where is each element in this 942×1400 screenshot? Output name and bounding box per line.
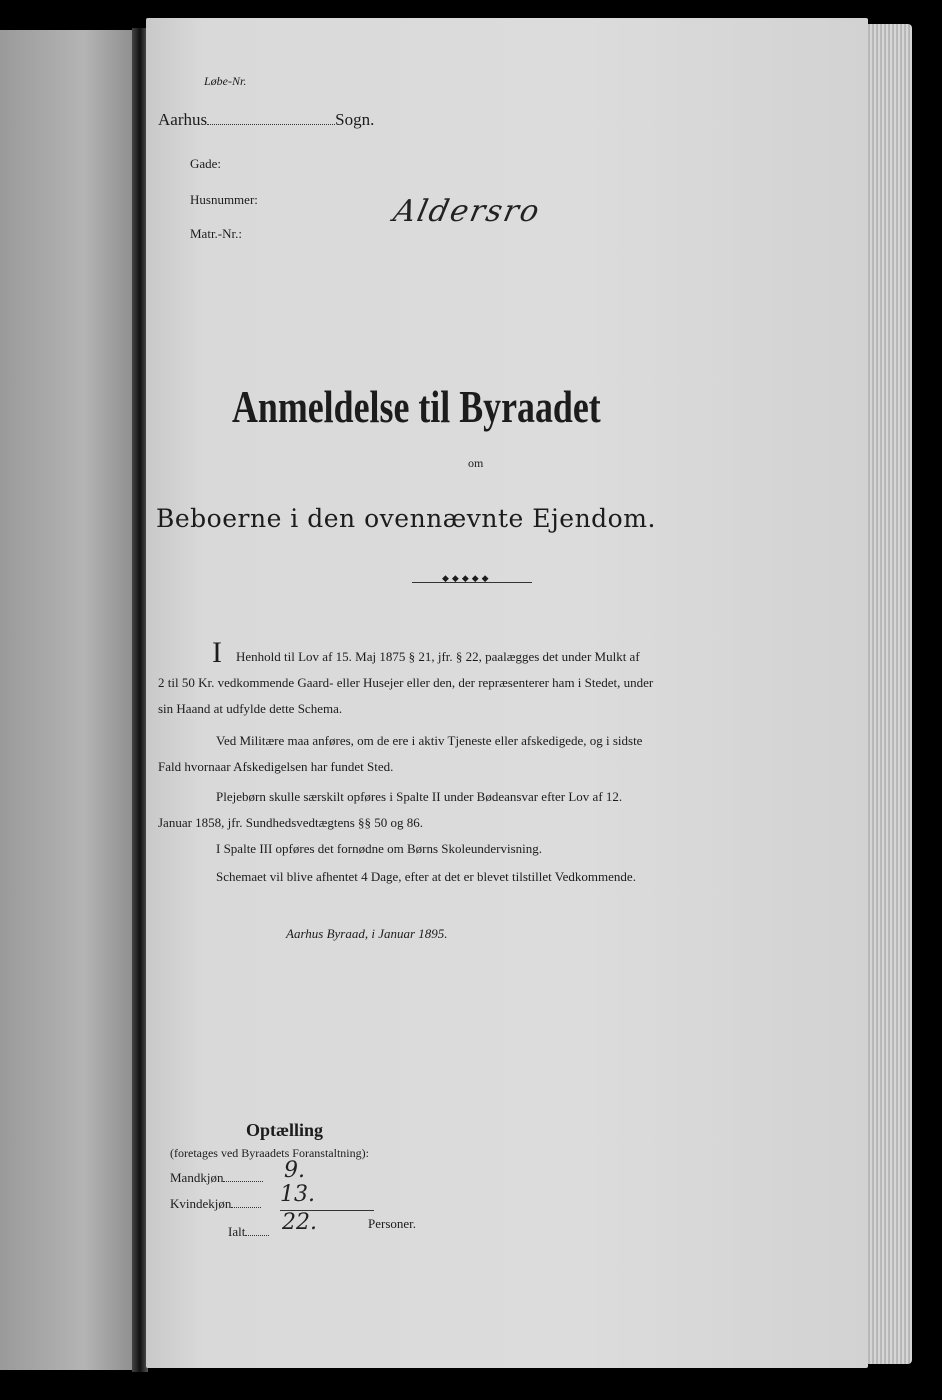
facing-page [0,30,140,1370]
total-row [228,1224,269,1240]
total-label: Ialt [228,1224,246,1239]
page-edges [866,24,912,1364]
paragraph-2-line-2: Fald hvornaar Afskedigelsen har fundet Sted. [158,759,394,774]
total-count: 22. [282,1210,317,1235]
paragraph-1-line-1: Henhold til Lov af 15. Maj 1875 § 21, jfr. § 22, paalægges det under Mulkt af [236,649,640,664]
female-label: Kvindekjøn [170,1196,232,1211]
husnummer-label: Husnummer: [190,192,258,207]
issuer-signature: Aarhus Byraad, i Januar 1895. [286,926,448,941]
loebe-nr-label: Løbe-Nr. [204,74,247,88]
ornament-diamonds: ◆◆◆◆◆ [442,574,492,584]
parish-dotted-line [207,124,335,125]
title-connector: om [468,456,484,470]
count-heading: Optælling [246,1120,324,1140]
female-count: 13. [280,1182,315,1207]
paragraph-1-line-3: sin Haand at udfylde dette Schema. [158,701,343,716]
paragraph-1-line-2: 2 til 50 Kr. vedkommende Gaard- eller Husejer eller den, der repræsenterer ham i Stedet, under [158,675,654,690]
handwritten-address: Aldersro [390,194,545,229]
document-page [146,18,868,1368]
page-title: Anmeldelse til Byraadet [232,381,601,432]
matr-nr-label: Matr.-Nr.: [190,226,242,241]
male-row [170,1170,263,1186]
city-name: Aarhus [158,110,208,129]
paragraph-2-line-1: Ved Militære maa anføres, om de ere i aktiv Tjeneste eller afskedigede, og i sidste [216,733,643,748]
gade-label: Gade: [190,156,222,171]
paragraph-3-line-1: Plejebørn skulle særskilt opføres i Spalte II under Bødeansvar efter Lov af 12. [216,789,623,804]
male-dots [223,1181,263,1182]
page-subtitle: Beboerne i den ovennævnte Ejendom. [156,504,656,533]
paragraph-4-line-1: I Spalte III opføres det fornødne om Børns Skoleundervisning. [216,841,543,856]
persons-unit: Personer. [368,1216,417,1231]
male-label: Mandkjøn [170,1170,224,1185]
paragraph-5-line-1: Schemaet vil blive afhentet 4 Dage, efter at det er blevet tilstillet Vedkommende. [216,869,636,884]
total-dots [245,1235,269,1236]
drop-cap: I [212,636,222,669]
parish-label: Sogn. [335,110,375,129]
female-row [170,1196,261,1212]
paragraph-3-line-2: Januar 1858, jfr. Sundhedsvedtægtens §§ 50 og 86. [158,815,424,830]
male-count: 9. [284,1158,305,1183]
parish-line [158,110,374,130]
female-dots [231,1207,261,1208]
count-note: (foretages ved Byraadets Foranstaltning): [170,1146,369,1160]
